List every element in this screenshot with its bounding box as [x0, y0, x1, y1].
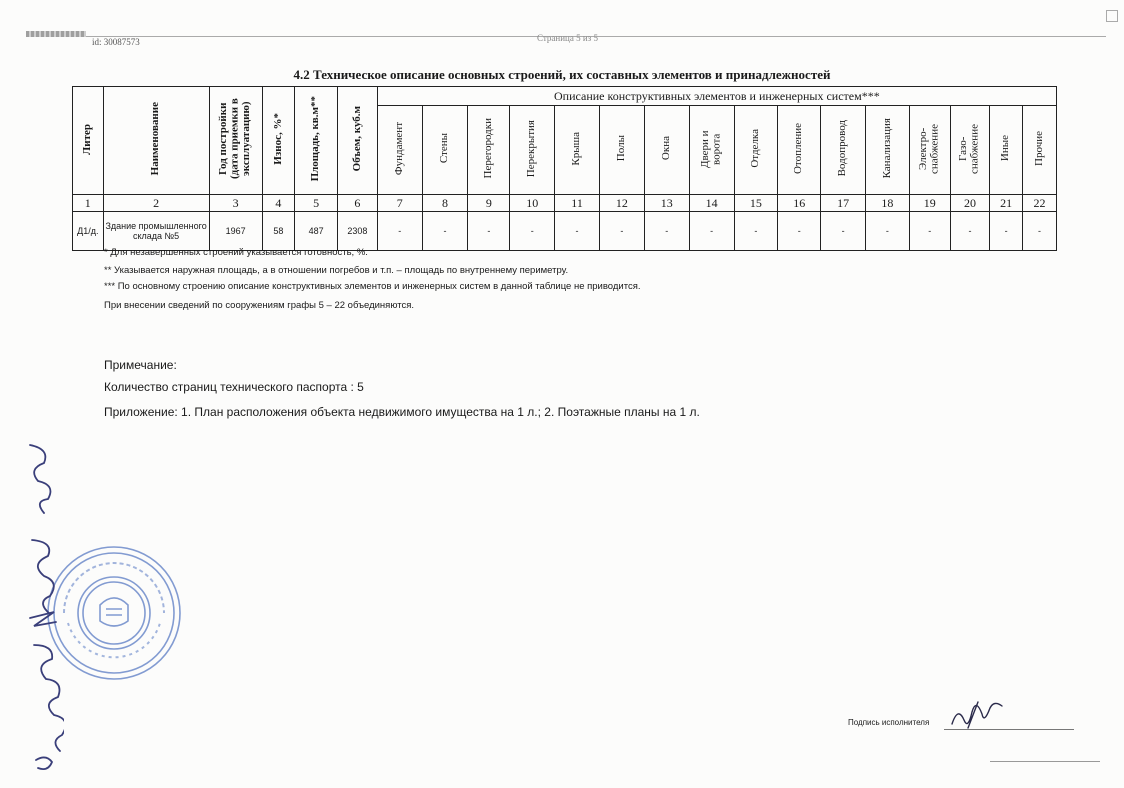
col-number: 8 [422, 195, 468, 212]
cell-name: Здание промышленного склада №5 [103, 212, 209, 251]
signature-label: Подпись исполнителя [848, 718, 930, 727]
col-number: 20 [950, 195, 990, 212]
col-number: 2 [103, 195, 209, 212]
col-roof: Крыша [555, 106, 600, 195]
col-number: 9 [468, 195, 510, 212]
col-number: 10 [510, 195, 555, 212]
col-number: 22 [1022, 195, 1056, 212]
col-number: 6 [338, 195, 378, 212]
col-walls: Стены [422, 106, 468, 195]
col-heating: Отопление [778, 106, 821, 195]
col-floors: Полы [599, 106, 644, 195]
note-appendix: Приложение: 1. План расположения объекта недвижимого имущества на 1 л.; 2. Поэтажные планы на 1 л. [104, 405, 700, 419]
cell-element: - [990, 212, 1023, 251]
column-number-row [73, 195, 1057, 212]
col-foundation: Фундамент [377, 106, 422, 195]
cell-element: - [468, 212, 510, 251]
col-number: 13 [644, 195, 689, 212]
col-partitions: Перегородки [468, 106, 510, 195]
cell-element: - [865, 212, 909, 251]
document-id: id: 30087573 [92, 37, 140, 47]
col-liter: Литер [73, 87, 104, 195]
col-volume: Объем, куб.м [338, 87, 378, 195]
col-number: 15 [734, 195, 778, 212]
cell-liter: Д1/д. [73, 212, 104, 251]
footnote-elements: *** По основному строению описание конструктивных элементов и инженерных систем в данной таблице не приводится. [104, 281, 641, 292]
footer-rule [990, 761, 1100, 762]
col-misc: Прочие [1022, 106, 1056, 195]
technical-description-table [72, 86, 1057, 251]
page-number: Страница 5 из 5 [537, 33, 598, 43]
cell-year: 1967 [209, 212, 262, 251]
cell-element: - [734, 212, 778, 251]
cell-element: - [644, 212, 689, 251]
cell-element: - [778, 212, 821, 251]
official-stamp [44, 543, 184, 688]
col-other: Иные [990, 106, 1023, 195]
cell-element: - [510, 212, 555, 251]
cell-element: - [689, 212, 734, 251]
note-title: Примечание: [104, 358, 177, 372]
note-page-count: Количество страниц технического паспорта : 5 [104, 380, 364, 394]
handwritten-certification [22, 440, 64, 785]
col-number: 7 [377, 195, 422, 212]
footnote-structures: При внесении сведений по сооружениям графы 5 – 22 объединяются. [104, 300, 415, 311]
col-number: 3 [209, 195, 262, 212]
col-number: 4 [262, 195, 295, 212]
cell-element: - [422, 212, 468, 251]
cell-element: - [599, 212, 644, 251]
col-doors: Двери и ворота [689, 106, 734, 195]
cell-volume: 2308 [338, 212, 378, 251]
cell-element: - [909, 212, 950, 251]
signature-line [944, 729, 1074, 730]
cell-element: - [377, 212, 422, 251]
col-area: Площадь, кв.м** [295, 87, 338, 195]
col-water: Водопровод [821, 106, 866, 195]
cell-element: - [821, 212, 866, 251]
cell-wear: 58 [262, 212, 295, 251]
col-number: 1 [73, 195, 104, 212]
col-number: 21 [990, 195, 1023, 212]
col-number: 19 [909, 195, 950, 212]
signature-mark [948, 696, 1008, 741]
col-number: 14 [689, 195, 734, 212]
col-name: Наименование [103, 87, 209, 195]
col-number: 18 [865, 195, 909, 212]
section-title: 4.2 Техническое описание основных строений, их составных элементов и принадлежностей [293, 67, 831, 82]
footnote-area: ** Указывается наружная площадь, а в отношении погребов и т.п. – площадь по внутреннему периметру. [104, 265, 569, 276]
cell-area: 487 [295, 212, 338, 251]
table-row [73, 212, 1057, 251]
col-gas: Газо-снабжение [950, 106, 990, 195]
col-windows: Окна [644, 106, 689, 195]
cell-element: - [950, 212, 990, 251]
scan-corner-mark [1106, 10, 1118, 22]
col-number: 17 [821, 195, 866, 212]
footnote-readiness: * Для незавершенных строений указывается готовность, %. [104, 247, 368, 258]
scan-artifact [26, 31, 86, 37]
cell-element: - [1022, 212, 1056, 251]
col-sewage: Канализация [865, 106, 909, 195]
cell-element: - [555, 212, 600, 251]
col-electricity: Электро-снабжение [909, 106, 950, 195]
col-number: 12 [599, 195, 644, 212]
col-number: 11 [555, 195, 600, 212]
col-finishing: Отделка [734, 106, 778, 195]
col-year: Год постройки (дата приемки в эксплуатацию) [209, 87, 262, 195]
col-floors-ceilings: Перекрытия [510, 106, 555, 195]
col-wear: Износ, %* [262, 87, 295, 195]
col-group-elements: Описание конструктивных элементов и инженерных систем*** [377, 87, 1056, 106]
col-number: 5 [295, 195, 338, 212]
col-number: 16 [778, 195, 821, 212]
